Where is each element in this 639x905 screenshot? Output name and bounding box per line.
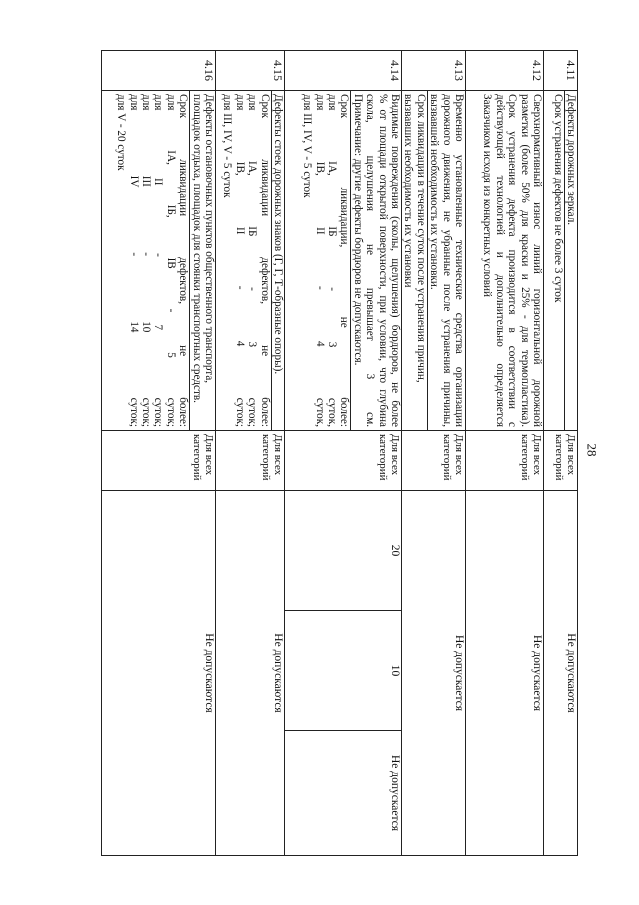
description-line: Заказчиком исходя из конкретных условий (481, 94, 494, 298)
description-line: для IА, IБ, IВ - 5 суток; (164, 94, 177, 427)
category-cell: Для всех категорий (401, 431, 465, 491)
table-row (401, 51, 465, 856)
description-block (351, 91, 401, 430)
description-line: для II - 7 суток; (152, 94, 165, 427)
table-row (466, 51, 544, 856)
description-line: для IА, IБ - 3 суток; (246, 94, 259, 427)
requirement-value-v1: 20 (284, 491, 401, 611)
defects-table (101, 50, 578, 856)
description-line: Дефекты дорожных зеркал. (565, 94, 577, 226)
requirement-value: Не допускается (466, 491, 544, 856)
description-line: Временно установленные технические средства организации (453, 94, 465, 427)
description-line: для IВ, II - 4 суток, (313, 94, 326, 427)
defect-description (466, 91, 544, 431)
requirement-value: Не допускаются (215, 491, 284, 856)
category-cell: Для всех категорий (466, 431, 544, 491)
description-line: Срок ликвидации дефектов, не более: (177, 94, 190, 427)
description-line: площадок отдыха, площадок для стоянки транспортных средств. (190, 94, 203, 403)
table-row (544, 51, 578, 856)
requirement-value: Не допускаются (101, 491, 215, 856)
description-line: Видимые повреждения (сколы, щелушения) бордюров, не более (388, 94, 401, 427)
category-cell: Для всех категорий (101, 431, 215, 491)
row-number: 4.15 (215, 51, 284, 91)
description-line: скола, щелушения не превышает 3 см. (364, 94, 377, 427)
description-line: вызвавшей необходимость их установки. (428, 94, 441, 290)
row-number: 4.16 (101, 51, 215, 91)
requirement-value: Не допускается (401, 491, 465, 856)
row-number: 4.11 (544, 51, 578, 91)
description-line: вызвавших необходимость их установки (402, 94, 415, 288)
description-line: для III, IV, V - 5 суток (301, 94, 314, 198)
description-block (481, 91, 543, 430)
description-line: разметки (более 50% для краски и 25% - для термопластика). (518, 94, 531, 427)
description-line: для V - 20 суток (115, 94, 128, 171)
description-block (428, 91, 465, 430)
description-line: Срок ликвидации, не более: (338, 94, 351, 427)
category-cell: Для всех категорий (544, 431, 578, 491)
description-line: Срок ликвидации дефектов, не более: (258, 94, 271, 427)
row-number: 4.12 (466, 51, 544, 91)
description-block (221, 91, 272, 430)
description-line: для III, IV, V - 5 суток (221, 94, 234, 198)
description-line: дорожного движения, не убранные после устранения причины, (440, 94, 453, 427)
category-cell: Для всех категорий (284, 431, 401, 491)
table-row (215, 51, 284, 856)
defect-description (544, 91, 578, 431)
rotated-table-container (85, 50, 578, 855)
description-block (301, 91, 352, 430)
description-block (190, 91, 215, 430)
description-line: Сверхнормативный износ линий горизонтальной дорожной (531, 94, 543, 427)
description-line: Дефекты стоек дорожных знаков (Г, Г, Т-образные опоры). (271, 94, 284, 375)
category-cell: Для всех категорий (215, 431, 284, 491)
requirement-value: Не допускаются (544, 491, 578, 856)
row-number: 4.14 (284, 51, 401, 91)
defect-description (215, 91, 284, 431)
description-line: Срок устранения дефектов не более 3 суток (551, 94, 564, 303)
defect-description (101, 91, 215, 431)
description-line: для III - 10 суток; (139, 94, 152, 427)
description-block (272, 91, 284, 430)
description-line: для IА, IБ - 3 суток, (325, 94, 338, 427)
description-block (402, 91, 428, 430)
description-line: Срок ликвидации в течение суток после устранения причин, (414, 94, 427, 383)
description-line: для IВ, II - 4 суток; (233, 94, 246, 427)
description-line: для IV - 14 суток; (127, 94, 140, 427)
description-line: % от площади открытой поверхности, при условии, что глубина (376, 94, 389, 427)
defect-description (401, 91, 465, 431)
description-block (565, 91, 577, 430)
requirement-value-v2: 10 (284, 611, 401, 731)
description-line: Дефекты остановочных пунктов общественного транспорта, (202, 94, 215, 384)
description-line: действующей технологией и дополнительно определяется (493, 94, 506, 427)
description-line: Примечание: другие дефекты бордюров не допускаются. (351, 94, 364, 366)
table-row (101, 51, 215, 856)
defect-description (284, 91, 401, 431)
page-number: 28 (584, 443, 600, 457)
requirement-value-v3: Не допускается (284, 731, 401, 856)
table-row (284, 51, 401, 856)
row-number: 4.13 (401, 51, 465, 91)
description-line: Срок устранения дефекта производится в соответствии с (506, 94, 519, 427)
description-block (115, 91, 190, 430)
description-block (551, 91, 564, 430)
